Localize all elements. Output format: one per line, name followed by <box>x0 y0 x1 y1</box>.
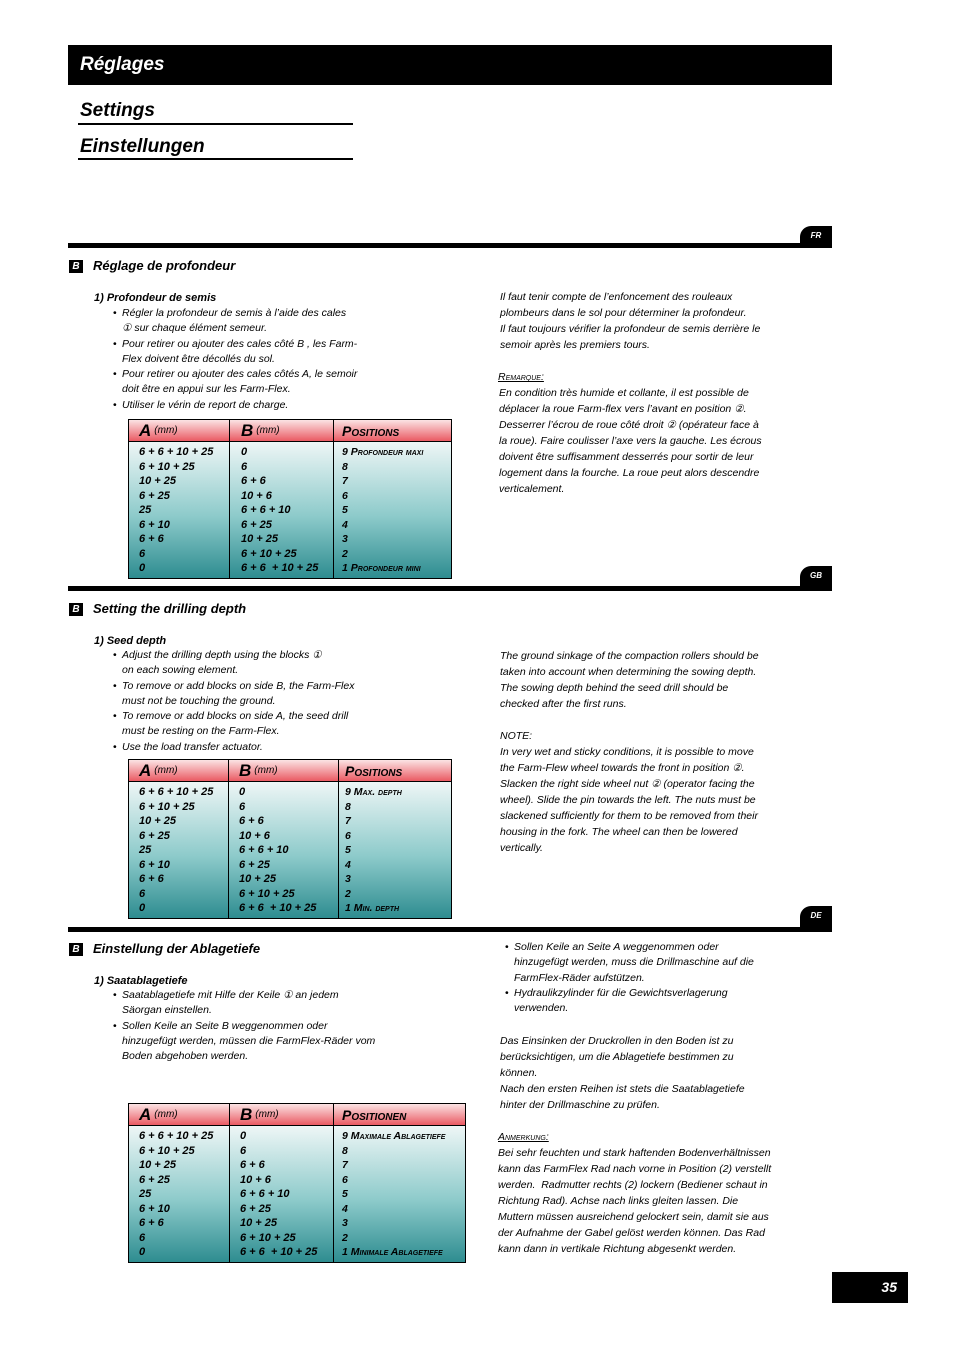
fr-depth-table <box>128 419 452 579</box>
table-cell: 6 + 6 <box>241 475 266 487</box>
table-cell: 6 <box>239 800 246 813</box>
list-item: • Use the load transfer actuator. <box>108 740 354 755</box>
column-header-b <box>229 760 339 781</box>
table-cell: 6 + 25 <box>139 489 170 502</box>
gb-note-label: NOTE: <box>500 730 533 742</box>
column-unit: (mm) <box>154 1108 178 1120</box>
subtitle-einstellungen-underline <box>78 158 353 160</box>
table-cell: 6 <box>342 489 348 502</box>
de-bullet-list-left <box>108 988 375 1064</box>
column-a <box>129 782 229 918</box>
table-cell: 25 <box>139 1188 152 1200</box>
table-cell: 6 + 6 + 10 + 25 <box>139 786 214 798</box>
de-language-badge: DE <box>800 906 832 927</box>
gb-section-rule <box>68 586 832 591</box>
de-bullet-list-right <box>500 940 754 1016</box>
table-cell: 6 + 6 + 10 <box>241 504 291 516</box>
list-item: • To remove or add blocks on side A, the seed drill must be resting on the Farm-Flex. <box>108 709 354 740</box>
fr-subheading: 1) Profondeur de semis <box>94 292 217 304</box>
table-cell: 1 Minimale Ablagetiefe <box>342 1246 443 1258</box>
table-cell: 6 + 10 + 25 <box>139 800 195 813</box>
table-body <box>129 782 451 918</box>
table-cell: 0 <box>239 786 246 798</box>
column-unit: (mm) <box>255 1108 279 1120</box>
fr-note-label: Remarque: <box>498 371 544 383</box>
de-note-paragraph: Bei sehr feuchten und stark haftenden Bodenverhältnissen kann das FarmFlex Rad nach vorne in Position (2) verstellt werden. Radmutter rechts (2) lockern (Bediener schaut in Richtung Rad). Achse nach links gleiten lassen. Die Muttern müssen ausreichend gelockert sein, damit sie aus der Aufnahme der Gabel gelöst werden können. Das Rad kann dann in vertikale Richtung abgesenkt werden. <box>498 1147 772 1255</box>
column-letter: B <box>239 760 252 780</box>
table-cell: 2 <box>342 1231 348 1244</box>
column-positions <box>334 442 451 578</box>
table-cell: 10 + 6 <box>241 489 272 502</box>
table-cell: 6 <box>240 1144 247 1157</box>
column-letter: A <box>139 1104 152 1124</box>
table-cell: 4 <box>342 518 348 531</box>
table-cell: 8 <box>342 1144 348 1157</box>
table-cell: 6 + 6 <box>239 815 264 827</box>
table-cell: 7 <box>342 1159 348 1171</box>
gb-section-marker: B <box>69 603 83 616</box>
table-cell: 2 <box>342 547 348 560</box>
table-cell: 2 <box>345 887 351 900</box>
gb-intro-paragraph: The ground sinkage of the compaction rollers should be taken into account when determining the sowing depth. The sowing depth behind the seed drill should be checked after the first runs. <box>500 650 759 710</box>
table-cell: 5 <box>342 1188 348 1200</box>
subtitle-einstellungen: Einstellungen <box>80 136 205 157</box>
list-item: • To remove or add blocks on side B, the Farm-Flex must not be touching the ground. <box>108 679 354 710</box>
table-cell: 25 <box>139 504 152 516</box>
table-cell: 6 + 6 + 10 + 25 <box>139 446 214 458</box>
table-cell: 6 + 6 <box>139 1217 164 1229</box>
column-header-positionen <box>334 1104 465 1125</box>
table-cell: 10 + 25 <box>240 1217 278 1229</box>
table-cell: 6 + 10 + 25 <box>241 547 297 560</box>
fr-language-badge: FR <box>800 226 832 247</box>
table-cell: 10 + 25 <box>241 533 279 545</box>
table-cell: 9 Profondeur maxi <box>342 446 424 458</box>
de-section-marker: B <box>69 943 83 956</box>
table-cell: 6 + 25 <box>139 829 170 842</box>
table-cell: 5 <box>342 504 348 516</box>
table-cell: 10 + 25 <box>139 815 177 827</box>
table-cell: 25 <box>139 844 152 856</box>
column-header-b <box>230 420 334 441</box>
table-cell: 1 Profondeur mini <box>342 562 421 574</box>
fr-section-marker: B <box>69 260 83 273</box>
column-label: Positions <box>342 422 400 439</box>
list-item: • Saatablagetiefe mit Hilfe der Keile ① an jedem Säorgan einstellen. <box>108 988 375 1019</box>
table-cell: 6 + 6 + 10 <box>240 1188 290 1200</box>
de-intro-paragraph: Das Einsinken der Druckrollen in den Boden ist zu berücksichtigen, um die Ablagetiefe bestimmen zu können. Nach den ersten Reihen ist stets die Saatablagetiefe hinter der Drillmaschine zu prüfen. <box>500 1035 745 1111</box>
column-letter: B <box>241 420 254 440</box>
gb-note-paragraph: In very wet and sticky conditions, it is possible to move the Farm-Flew wheel towards the front in position ②. Slacken the right side wheel nut ② (operator facing the wheel). Slide the pin towards the left. The nuts must be slackened sufficiently for them to be removed from their housing in the fork. The wheel can then be lowered vertically. <box>500 746 758 854</box>
list-item: • Pour retirer ou ajouter des cales côtés A, le semoir doit être en appui sur les Farm-Flex. <box>108 367 357 398</box>
subtitle-settings-underline <box>78 123 353 125</box>
table-cell: 9 Max. depth <box>345 786 402 798</box>
fr-intro-paragraph: Il faut tenir compte de l’enfoncement des rouleaux plombeurs dans le sol pour déterminer la profondeur. Il faut toujours vérifier la profondeur de semis derrière le semoir après les premiers tours. <box>500 291 761 351</box>
list-item: • Pour retirer ou ajouter des cales côté B , les Farm- Flex doivent être décollés du sol. <box>108 337 357 368</box>
list-item: • Régler la profondeur de semis à l’aide des cales ① sur chaque élément semeur. <box>108 306 357 337</box>
fr-section-title: Réglage de profondeur <box>93 258 236 273</box>
table-cell: 6 + 6 + 10 + 25 <box>241 562 319 574</box>
gb-language-badge: GB <box>800 566 832 587</box>
fr-note-paragraph: En condition très humide et collante, il est possible de déplacer la roue Farm-flex vers l’avant en position ②. Desserrer l’écrou de roue côté droit ② (opérateur face à la roue). Faire coulisser l’axe vers la gauche. Les écrous doivent être suffisamment desserrés pour sortir de leur logement dans la fourche. La roue peut alors descendre verticalement. <box>499 387 762 495</box>
table-cell: 10 + 25 <box>139 475 177 487</box>
de-section-title: Einstellung der Ablagetiefe <box>93 941 261 956</box>
table-cell: 0 <box>240 1130 247 1142</box>
table-header-row <box>129 760 451 782</box>
gb-section-title: Setting the drilling depth <box>93 601 247 616</box>
column-letter: A <box>139 420 152 440</box>
column-unit: (mm) <box>256 424 280 436</box>
de-depth-table <box>128 1103 466 1263</box>
gb-depth-table <box>128 759 452 919</box>
table-cell: 10 + 25 <box>139 1159 177 1171</box>
page-header-bar <box>68 45 832 85</box>
table-cell: 10 + 25 <box>239 873 277 885</box>
list-item: • Sollen Keile an Seite B weggenommen oder hinzugefügt werden, müssen die FarmFlex-Räder vom Boden abgehoben werden. <box>108 1019 375 1065</box>
table-cell: 6 + 10 + 25 <box>239 887 295 900</box>
column-a <box>129 442 230 578</box>
column-header-a <box>129 420 230 441</box>
fr-bullet-list <box>108 306 357 413</box>
column-b <box>229 782 339 918</box>
gb-subheading: 1) Seed depth <box>94 635 167 647</box>
table-cell: 4 <box>345 858 351 871</box>
column-header-a <box>129 760 229 781</box>
column-label: Positionen <box>342 1106 407 1123</box>
subtitle-settings: Settings <box>80 100 155 121</box>
list-item: • Utiliser le vérin de report de charge. <box>108 398 357 413</box>
table-cell: 7 <box>345 815 351 827</box>
column-header-positions <box>334 420 451 441</box>
table-cell: 6 + 10 + 25 <box>240 1231 296 1244</box>
table-cell: 6 <box>139 1231 146 1244</box>
table-cell: 4 <box>342 1202 348 1215</box>
column-unit: (mm) <box>154 424 178 436</box>
table-cell: 6 + 6 + 10 + 25 <box>239 902 317 914</box>
table-cell: 10 + 6 <box>239 829 270 842</box>
table-cell: 10 + 6 <box>240 1173 271 1186</box>
de-note-label: Anmerkung: <box>498 1131 549 1143</box>
column-a <box>129 1126 230 1262</box>
column-header-positions <box>339 760 451 781</box>
gb-bullet-list <box>108 648 354 755</box>
table-cell: 6 <box>241 460 248 473</box>
column-letter: A <box>139 760 152 780</box>
list-item: • Hydraulikzylinder für die Gewichtsverlagerung verwenden. <box>500 986 754 1017</box>
table-header-row <box>129 420 451 442</box>
list-item: • Adjust the drilling depth using the blocks ① on each sowing element. <box>108 648 354 679</box>
column-b <box>230 442 334 578</box>
table-cell: 6 + 6 <box>139 873 164 885</box>
column-positions <box>339 782 451 918</box>
de-subheading: 1) Saatablagetiefe <box>94 975 188 987</box>
table-cell: 0 <box>139 562 146 574</box>
table-cell: 6 + 10 + 25 <box>139 1144 195 1157</box>
table-cell: 6 + 10 <box>139 518 170 531</box>
list-item: • Sollen Keile an Seite A weggenommen oder hinzugefügt werden, muss die Drillmaschine auf die FarmFlex-Räder aufstützen. <box>500 940 754 986</box>
table-cell: 9 Maximale Ablagetiefe <box>342 1130 446 1142</box>
table-body <box>129 1126 465 1262</box>
table-cell: 0 <box>139 1246 146 1258</box>
column-positionen <box>334 1126 465 1262</box>
column-header-b <box>230 1104 334 1125</box>
table-cell: 1 Min. depth <box>345 902 400 914</box>
table-cell: 3 <box>345 873 351 885</box>
table-cell: 3 <box>342 1217 348 1229</box>
table-cell: 6 + 6 + 10 + 25 <box>139 1130 214 1142</box>
table-cell: 6 <box>345 829 351 842</box>
column-letter: B <box>240 1104 253 1124</box>
table-cell: 6 <box>342 1173 348 1186</box>
table-cell: 6 + 25 <box>240 1202 271 1215</box>
table-cell: 7 <box>342 475 348 487</box>
column-header-a <box>129 1104 230 1125</box>
column-unit: (mm) <box>154 764 178 776</box>
table-cell: 3 <box>342 533 348 545</box>
table-cell: 6 + 10 + 25 <box>139 460 195 473</box>
table-cell: 6 + 6 + 10 <box>239 844 289 856</box>
fr-section-rule <box>68 243 832 248</box>
column-unit: (mm) <box>254 764 278 776</box>
table-cell: 6 + 6 <box>240 1159 265 1171</box>
page-number: 35 <box>832 1272 908 1303</box>
page-title: Réglages <box>80 54 165 75</box>
column-label: Positions <box>345 762 403 779</box>
table-body <box>129 442 451 578</box>
table-cell: 6 + 25 <box>239 858 270 871</box>
table-cell: 0 <box>241 446 248 458</box>
table-header-row <box>129 1104 465 1126</box>
table-cell: 6 + 6 + 10 + 25 <box>240 1246 318 1258</box>
table-cell: 6 + 10 <box>139 858 170 871</box>
table-cell: 6 + 25 <box>241 518 272 531</box>
table-cell: 6 + 25 <box>139 1173 170 1186</box>
table-cell: 6 <box>139 887 146 900</box>
table-cell: 6 + 6 <box>139 533 164 545</box>
table-cell: 6 + 10 <box>139 1202 170 1215</box>
column-b <box>230 1126 334 1262</box>
table-cell: 8 <box>345 800 351 813</box>
table-cell: 0 <box>139 902 146 914</box>
table-cell: 5 <box>345 844 351 856</box>
table-cell: 6 <box>139 547 146 560</box>
table-cell: 8 <box>342 460 348 473</box>
de-section-rule <box>68 927 832 932</box>
